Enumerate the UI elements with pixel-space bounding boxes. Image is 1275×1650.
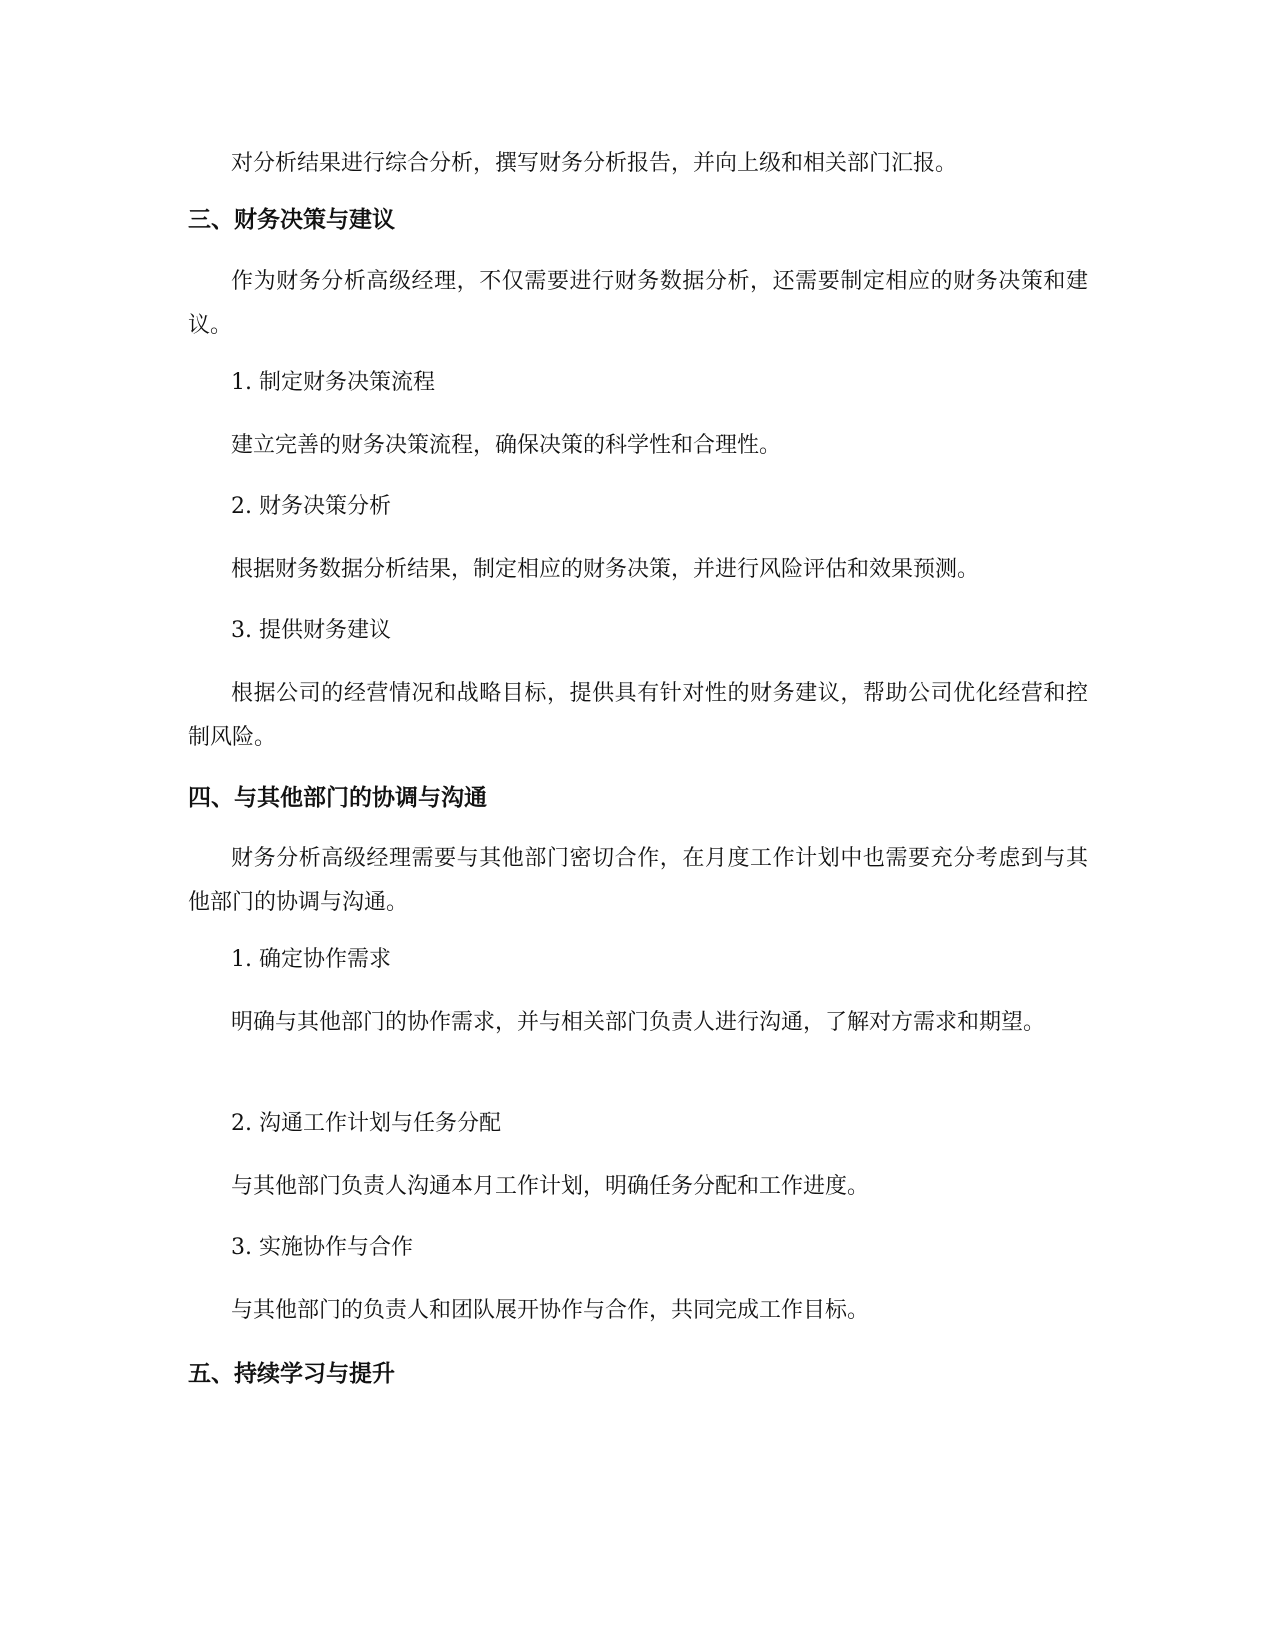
- section-heading-4: 四、与其他部门的协调与沟通: [188, 785, 487, 811]
- paragraph-3-2: 根据财务数据分析结果，制定相应的财务决策，并进行风险评估和效果预测。: [231, 557, 980, 582]
- list-item-4-2: 2. 沟通工作计划与任务分配: [231, 1111, 501, 1136]
- paragraph-4-3: 与其他部门的负责人和团队展开协作与合作，共同完成工作目标。: [231, 1298, 870, 1323]
- paragraph-3-3: 根据公司的经营情况和战略目标，提供具有针对性的财务建议，帮助公司优化经营和控制风险。: [188, 681, 1088, 750]
- list-item-3-3: 3. 提供财务建议: [231, 618, 391, 643]
- paragraph-section-4-intro: 财务分析高级经理需要与其他部门密切合作，在月度工作计划中也需要充分考虑到与其他部门的协调与沟通。: [188, 846, 1088, 915]
- list-item-3-1: 1. 制定财务决策流程: [231, 370, 435, 395]
- paragraph-3-1: 建立完善的财务决策流程，确保决策的科学性和合理性。: [231, 433, 782, 458]
- paragraph-report-summary: 对分析结果进行综合分析，撰写财务分析报告，并向上级和相关部门汇报。: [231, 151, 958, 176]
- list-item-3-2: 2. 财务决策分析: [231, 494, 391, 519]
- paragraph-4-2: 与其他部门负责人沟通本月工作计划，明确任务分配和工作进度。: [231, 1174, 870, 1199]
- list-item-4-1: 1. 确定协作需求: [231, 947, 391, 972]
- list-item-4-3: 3. 实施协作与合作: [231, 1235, 413, 1260]
- section-heading-5: 五、持续学习与提升: [188, 1361, 395, 1387]
- paragraph-4-1: 明确与其他部门的协作需求，并与相关部门负责人进行沟通，了解对方需求和期望。: [231, 1010, 1046, 1035]
- section-heading-3: 三、财务决策与建议: [188, 207, 395, 233]
- paragraph-section-3-intro: 作为财务分析高级经理，不仅需要进行财务数据分析，还需要制定相应的财务决策和建议。: [188, 269, 1088, 338]
